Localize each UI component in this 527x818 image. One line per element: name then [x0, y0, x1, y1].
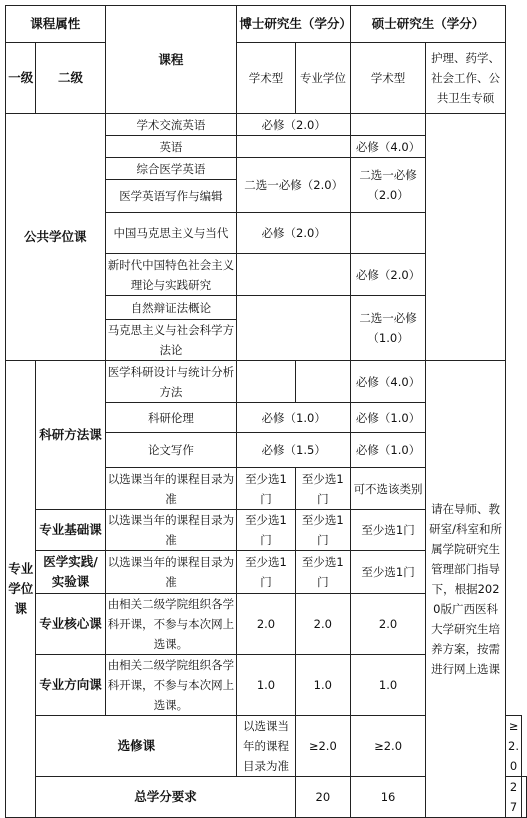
- master-credit: 二选一必修（1.0）: [351, 296, 426, 361]
- master-credit: 2.0: [351, 594, 426, 655]
- header-phd-credits: 博士研究生（学分）: [237, 6, 351, 43]
- header-course: 课程: [105, 6, 237, 114]
- phd-academic-credit: 至少选1门: [237, 510, 295, 551]
- course-name: 综合医学英语: [105, 158, 237, 180]
- phd-professional-credit: [295, 361, 350, 403]
- total-phd-academic: 20: [295, 777, 350, 818]
- header-master-special: 护理、药学、社会工作、公共卫生专硕: [426, 43, 506, 114]
- phd-professional-credit: ≥2.0: [351, 716, 426, 777]
- master-credit: 必修（4.0）: [351, 136, 426, 158]
- master-credit: 必修（1.0）: [351, 403, 426, 433]
- course-name: 新时代中国特色社会主义理论与实践研究: [105, 254, 237, 296]
- phd-credit: 二选一必修（2.0）: [237, 158, 351, 213]
- course-credit-table: [5, 5, 527, 818]
- course-name: 中国马克思主义与当代: [105, 213, 237, 254]
- total-phd-professional: 16: [351, 777, 426, 818]
- master-credit: ≥2.0: [506, 716, 522, 777]
- phd-credit: 必修（1.5）: [237, 433, 351, 468]
- phd-professional-credit: 至少选1门: [295, 510, 350, 551]
- phd-academic-credit: 1.0: [237, 655, 295, 716]
- phd-professional-credit: 至少选1门: [295, 551, 350, 594]
- master-credit: [351, 213, 426, 254]
- master-credit: 至少选1门: [351, 551, 426, 594]
- course-name: 英语: [105, 136, 237, 158]
- header-phd-professional: 专业学位: [295, 43, 350, 114]
- phd-academic-credit: ≥2.0: [295, 716, 350, 777]
- category-elective: 选修课: [36, 716, 237, 777]
- course-name: 自然辩证法概论: [105, 296, 237, 320]
- phd-professional-credit: 1.0: [295, 655, 350, 716]
- selection-guidance-note: 请在导师、教研室/科室和所属学院研究生管理部门指导下，根据2020版广西医科大学研究生培养方案，按需进行网上选课: [426, 361, 506, 818]
- subcategory-professional-basic: 专业基础课: [36, 510, 105, 551]
- course-name: 马克思主义与社会科学方法论: [105, 320, 237, 361]
- header-level-1: 一级: [6, 43, 36, 114]
- course-name: 以选课当年的课程目录为准: [105, 551, 237, 594]
- subcategory-professional-direction: 专业方向课: [36, 655, 105, 716]
- phd-professional-credit: 2.0: [295, 594, 350, 655]
- course-name: 科研伦理: [105, 403, 237, 433]
- phd-academic-credit: 至少选1门: [237, 468, 295, 510]
- category-public-degree: 公共学位课: [6, 114, 106, 361]
- phd-credit: [237, 296, 351, 361]
- phd-credit: [237, 254, 351, 296]
- header-course-attribute: 课程属性: [6, 6, 106, 43]
- course-name: 由相关二级学院组织各学科开课，不参与本次网上选课。: [105, 655, 237, 716]
- master-credit: 至少选1门: [351, 510, 426, 551]
- master-credit: 二选一必修（2.0）: [351, 158, 426, 213]
- master-credit: 必修（4.0）: [351, 361, 426, 403]
- course-name: 医学科研设计与统计分析方法: [105, 361, 237, 403]
- subcategory-professional-core: 专业核心课: [36, 594, 105, 655]
- course-name: 医学英语写作与编辑: [105, 180, 237, 213]
- course-name: 以选课当年的课程目录为准: [105, 510, 237, 551]
- total-master: 27: [506, 777, 522, 818]
- phd-credit: 必修（1.0）: [237, 403, 351, 433]
- phd-academic-credit: 2.0: [237, 594, 295, 655]
- master-credit: 1.0: [351, 655, 426, 716]
- phd-credit: 必修（2.0）: [237, 114, 351, 136]
- master-credit: 必修（2.0）: [351, 254, 426, 296]
- subcategory-research-methods: 科研方法课: [36, 361, 105, 510]
- course-name: 由相关二级学院组织各学科开课，不参与本次网上选课。: [105, 594, 237, 655]
- master-special-blank: [426, 114, 506, 361]
- course-name: 学术交流英语: [105, 114, 237, 136]
- master-credit: 可不选该类别: [351, 468, 426, 510]
- total-master-special-blank: [522, 777, 527, 818]
- phd-credit: [237, 136, 351, 158]
- header-master-credits: 硕士研究生（学分）: [351, 6, 506, 43]
- header-phd-academic: 学术型: [237, 43, 295, 114]
- course-name: 论文写作: [105, 433, 237, 468]
- phd-professional-credit: 至少选1门: [295, 468, 350, 510]
- phd-academic-credit: [237, 361, 295, 403]
- subcategory-medical-practice: 医学实践/实验课: [36, 551, 105, 594]
- phd-credit: 必修（2.0）: [237, 213, 351, 254]
- header-master-academic: 学术型: [351, 43, 426, 114]
- category-professional-degree: 专业学位课: [6, 361, 36, 818]
- header-level-2: 二级: [36, 43, 105, 114]
- course-name: 以选课当年的课程目录为准: [237, 716, 295, 777]
- course-name: 以选课当年的课程目录为准: [105, 468, 237, 510]
- master-credit: [351, 114, 426, 136]
- master-credit: 必修（1.0）: [351, 433, 426, 468]
- phd-academic-credit: 至少选1门: [237, 551, 295, 594]
- total-credits-label: 总学分要求: [36, 777, 295, 818]
